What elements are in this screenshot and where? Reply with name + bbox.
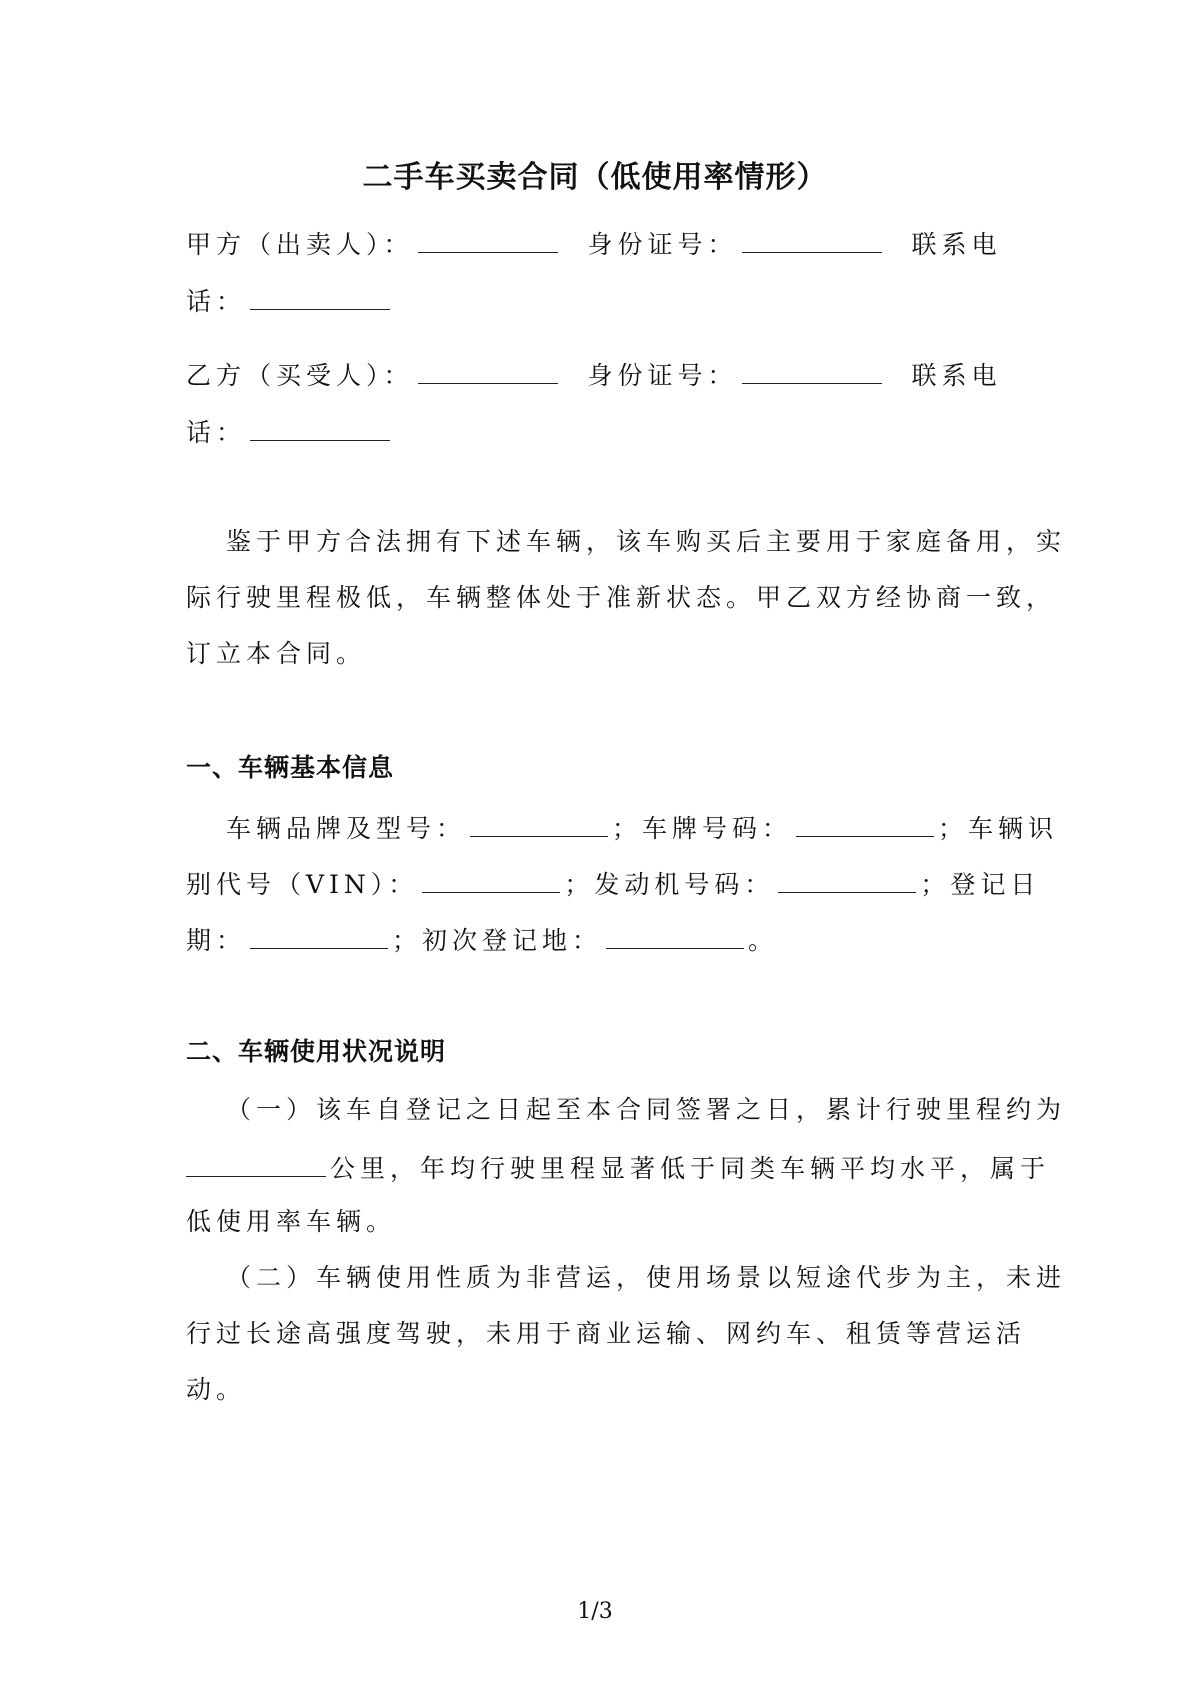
party-b-line xyxy=(186,357,1002,392)
party-b-name-blank xyxy=(418,357,558,384)
vehicle-brand-blank xyxy=(470,810,608,837)
first-registration-place-label: ；初次登记地： xyxy=(392,926,603,955)
section-1-line-3 xyxy=(186,922,778,957)
party-a-phone-label: 联系电 xyxy=(911,230,1002,259)
section-2-p2-line-3: 动。 xyxy=(186,1375,247,1404)
party-a-phone-line xyxy=(186,283,394,318)
mileage-blank xyxy=(186,1150,326,1177)
section-1-line-1 xyxy=(226,810,1058,845)
engine-number-label: ；发动机号码： xyxy=(564,870,775,899)
vin-blank xyxy=(422,866,560,893)
party-b-phone-line xyxy=(186,414,394,449)
plate-number-blank xyxy=(796,810,934,837)
party-b-label: 乙方（买受人）： xyxy=(186,361,414,390)
document-title: 二手车买卖合同（低使用率情形） xyxy=(362,160,828,195)
registration-date-label-cont: 期： xyxy=(186,926,247,955)
vehicle-brand-label: 车辆品牌及型号： xyxy=(226,814,467,843)
party-a-phone-label-cont: 话： xyxy=(186,287,247,316)
engine-number-blank xyxy=(778,866,916,893)
party-a-label: 甲方（出卖人）： xyxy=(186,230,414,259)
party-b-phone-label-cont: 话： xyxy=(186,418,247,447)
preamble-line-2: 际行驶里程极低，车辆整体处于准新状态。甲乙双方经协商一致， xyxy=(186,583,1057,612)
party-a-id-blank xyxy=(742,226,882,253)
vin-label-start: ；车辆识 xyxy=(938,814,1059,843)
section-2-p2-line-2: 行过长途高强度驾驶，未用于商业运输、网约车、租赁等营运活 xyxy=(186,1319,1027,1348)
party-a-name-blank xyxy=(418,226,558,253)
party-a-id-label: 身份证号： xyxy=(587,230,738,259)
registration-date-blank xyxy=(250,922,388,949)
mileage-text: 公里，年均行驶里程显著低于同类车辆平均水平，属于 xyxy=(330,1154,1051,1183)
plate-number-label: ；车牌号码： xyxy=(612,814,793,843)
section-1-end-mark: 。 xyxy=(748,926,779,955)
first-registration-place-blank xyxy=(606,922,744,949)
party-a-phone-blank xyxy=(250,283,390,310)
preamble-line-1: 鉴于甲方合法拥有下述车辆，该车购买后主要用于家庭备用，实 xyxy=(226,527,1067,556)
preamble-line-3: 订立本合同。 xyxy=(186,639,367,668)
party-b-id-label: 身份证号： xyxy=(587,361,738,390)
section-2-p1-line-3: 低使用率车辆。 xyxy=(186,1207,397,1236)
vin-label-cont: 别代号（VIN）： xyxy=(186,870,419,899)
section-2-p1-line-2 xyxy=(186,1150,1050,1185)
party-b-id-blank xyxy=(742,357,882,384)
page-number: 1/3 xyxy=(577,1599,613,1624)
section-2-p2-line-1: （二）车辆使用性质为非营运，使用场景以短途代步为主，未进 xyxy=(226,1263,1067,1292)
party-b-phone-blank xyxy=(250,414,390,441)
section-1-heading: 一、车辆基本信息 xyxy=(186,753,395,782)
party-a-line xyxy=(186,226,1002,261)
section-2-p1-line-1: （一）该车自登记之日起至本合同签署之日，累计行驶里程约为 xyxy=(226,1095,1067,1124)
party-b-phone-label: 联系电 xyxy=(911,361,1002,390)
section-2-heading: 二、车辆使用状况说明 xyxy=(186,1037,447,1066)
registration-date-label-start: ；登记日 xyxy=(920,870,1041,899)
section-1-line-2 xyxy=(186,866,1040,901)
